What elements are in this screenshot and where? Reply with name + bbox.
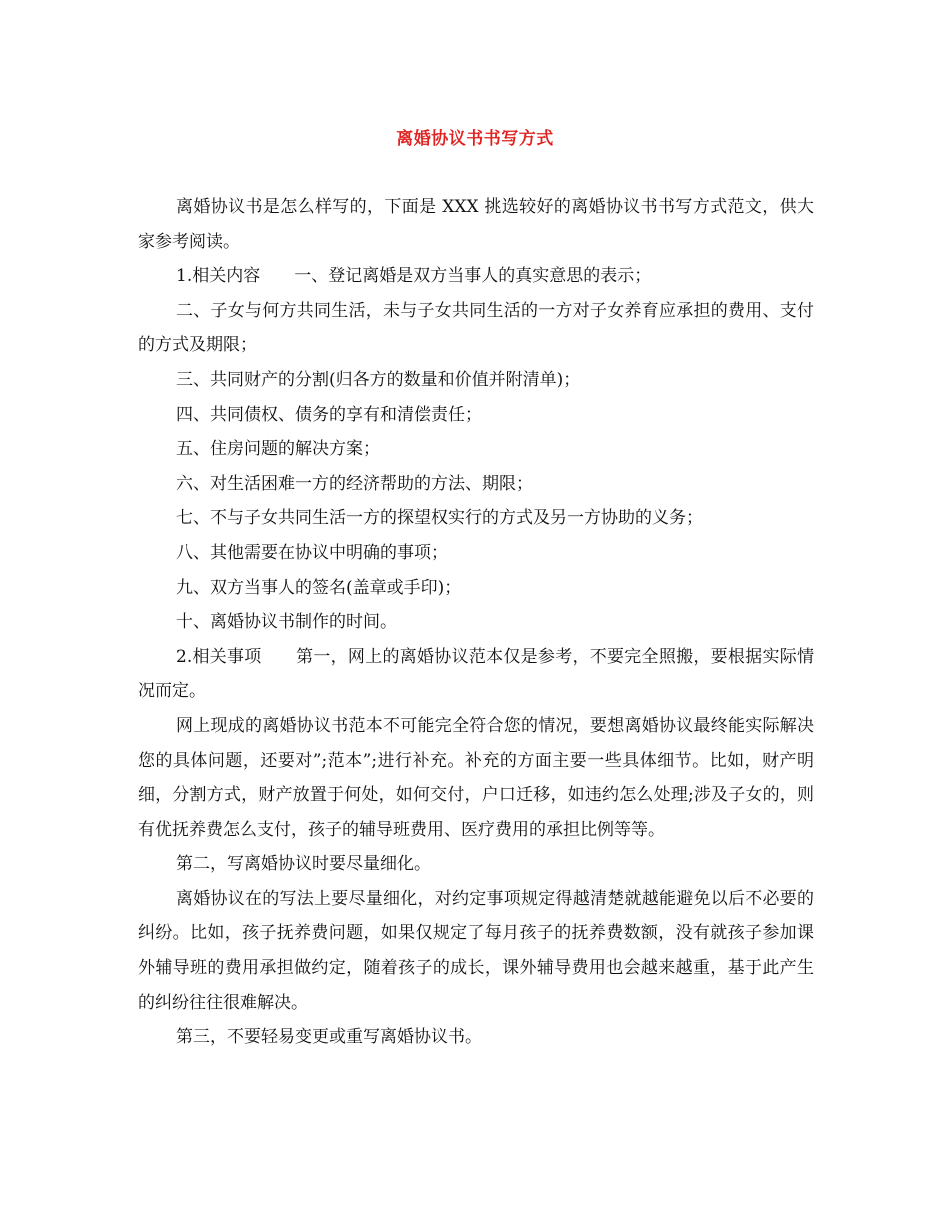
paragraph-point-2: 第二，写离婚协议时要尽量细化。: [176, 854, 431, 875]
paragraph-section-1: 1.相关内容 一、登记离婚是双方当事人的真实意思的表示；: [176, 266, 652, 287]
paragraph-item-10: 十、离婚协议书制作的时间。: [176, 612, 397, 633]
paragraph-item-4: 四、共同债权、债务的享有和清偿责任；: [176, 404, 482, 425]
paragraph-intro: 离婚协议书是怎么样写的，下面是 XXX 挑选较好的离婚协议书书写方式范文，供大家参考阅读。: [138, 197, 814, 252]
paragraph-detail-note: 离婚协议在的写法上要尽量细化，对约定事项规定得越清楚就越能避免以后不必要的纠纷。比如，孩子抚养费问题，如果仅规定了每月孩子的抚养费数额，没有就孩子参加课外辅导班的费用承担做约定，随着孩子的成长，课外辅导费用也会越来越重，基于此产生的纠纷往往很难解决。: [138, 888, 814, 1013]
document-title: 离婚协议书书写方式: [396, 129, 554, 149]
paragraph-item-3: 三、共同财产的分割(归各方的数量和价值并附清单)；: [176, 369, 581, 390]
paragraph-template-note: 网上现成的离婚协议书范本不可能完全符合您的情况，要想离婚协议最终能实际解决您的具体问题，还要对”;范本”;进行补充。补充的方面主要一些具体细节。比如，财产明细，分割方式，财产放置于何处，如何交付，户口迁移，如违约怎么处理;涉及子女的，则有优抚养费怎么支付，孩子的辅导班费用、医疗费用的承担比例等等。: [138, 715, 814, 840]
paragraph-item-8: 八、其他需要在协议中明确的事项；: [176, 542, 448, 563]
paragraph-item-9: 九、双方当事人的签名(盖章或手印)；: [176, 577, 462, 598]
document-body: [138, 190, 814, 1055]
paragraph-point-3: 第三，不要轻易变更或重写离婚协议书。: [176, 1027, 482, 1048]
paragraph-item-2: 二、子女与何方共同生活，未与子女共同生活的一方对子女养育应承担的费用、支付的方式及期限；: [138, 300, 814, 356]
paragraph-item-6: 六、对生活困难一方的经济帮助的方法、期限；: [176, 473, 533, 494]
paragraph-item-5: 五、住房问题的解决方案；: [176, 439, 380, 460]
paragraph-item-7: 七、不与子女共同生活一方的探望权实行的方式及另一方协助的义务；: [176, 508, 703, 529]
paragraph-section-2: 2.相关事项 第一，网上的离婚协议范本仅是参考，不要完全照搬，要根据实际情况而定。: [138, 646, 814, 702]
